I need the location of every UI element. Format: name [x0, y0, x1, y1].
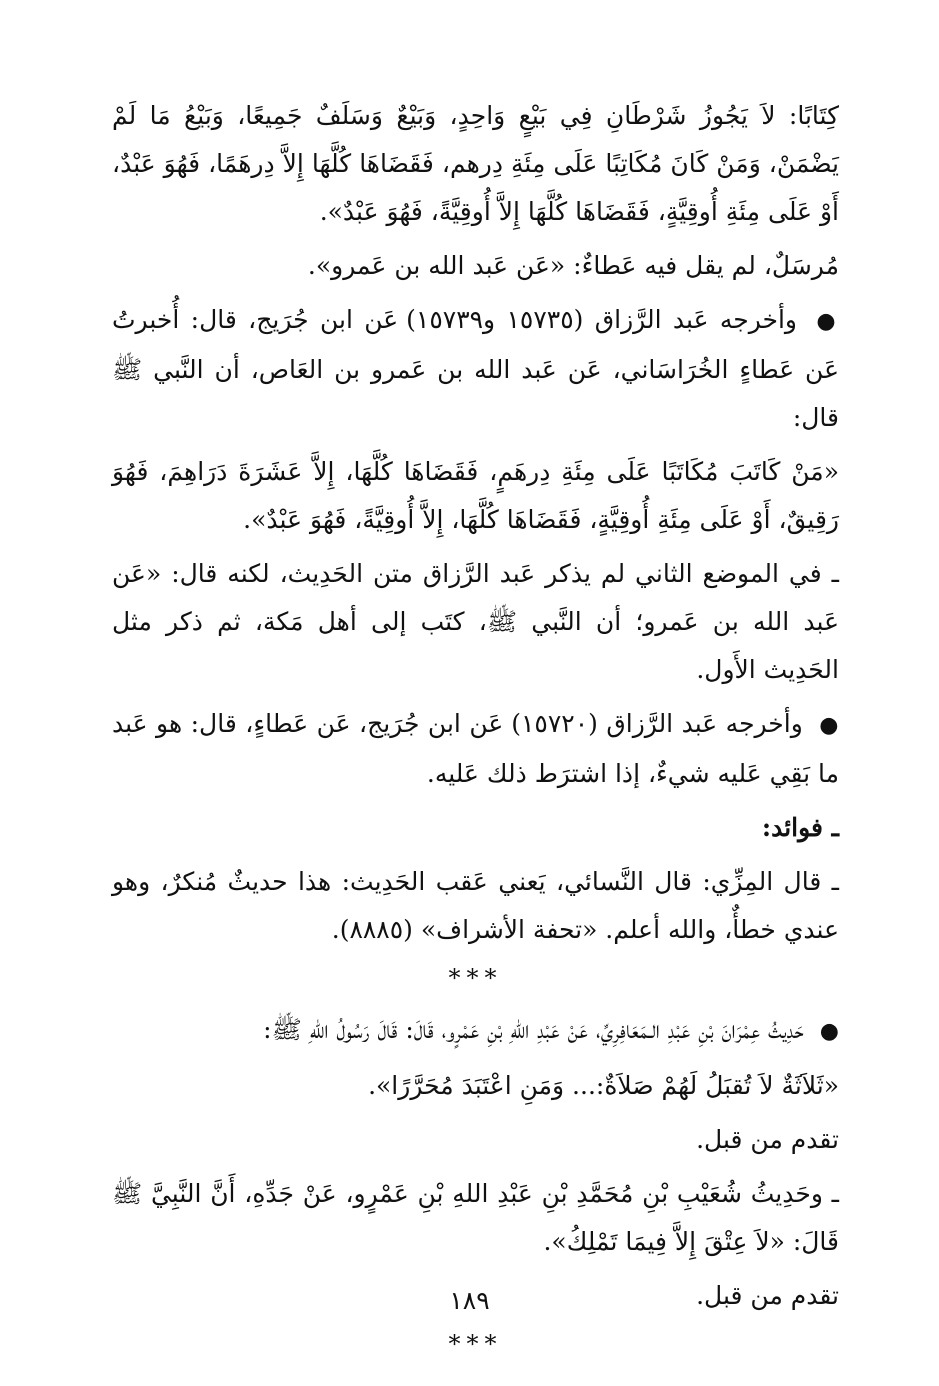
bullet-icon: ● [819, 1019, 839, 1044]
page-content [112, 92, 839, 1362]
note-mursal: مُرسَلٌ، لم يقل فيه عَطاءٌ: «عَن عَبد الله بن عَمرو». [307, 251, 839, 280]
paragraph-text: حَدِيثُ عِمْرَانَ بْنِ عَبْدِ الـمَعَافِرِيِّ، عَنْ عَبْدِ اللهِ بْنِ عَمْرٍو، قَالَ: قَالَ رَسُولُ اللهِ ﷺ: [263, 1015, 804, 1044]
note-second-position: ـ في الموضع الثاني لم يذكر عَبد الرَّزاق متن الحَدِيث، لكنه قال: «عَن عَبد الله بن عَمرو؛ أن النَّبي ﷺ، كتَب إلى أهل مَكة، ثم ذكر مثل الحَدِيث الأَول. [112, 559, 839, 684]
bullet-icon: ● [816, 309, 839, 334]
takhrij-abdulrazzaq-1 [112, 296, 839, 442]
takhrij-abdulrazzaq-2 [112, 700, 839, 798]
section-separator: *** [448, 964, 503, 992]
note-mizzi: ـ قال المِزِّي: قال النَّسائي، يَعني عَقب الحَدِيث: هذا حديثٌ مُنكرٌ، وهو عندي خطأٌ، والله أعلم. «تحفة الأشراف» (٨٨٨٥). [112, 867, 839, 944]
previously-mentioned-note: تقدم من قبل. [696, 1125, 839, 1154]
section-separator: *** [448, 1330, 503, 1358]
paragraph-text: وأخرجه عَبد الرَّزاق (١٥٧٣٥ و١٥٧٣٩) عَن ابن جُرَيج، قال: أُخبرتُ عَن عَطاءٍ الخُرَاسَاني، عَن عَبد الله بن عَمرو بن العَاص، أن النَّبي ﷺ قال: [112, 305, 839, 432]
paragraph-text: وأخرجه عَبد الرَّزاق (١٥٧٢٠) عَن ابن جُرَيج، عَن عَطاءٍ، قال: هو عَبد ما بَقِي عَليه شيءٌ، إذا اشترَط ذلك عَليه. [112, 709, 839, 788]
hadith-continuation: كِتَابًا: لاَ يَجُوزُ شَرْطَانِ فِي بَيْعٍ وَاحِدٍ، وَبَيْعٌ وَسَلَفٌ جَمِيعًا، وَبَيْعُ مَا لَمْ يَضْمَنْ، وَمَنْ كَانَ مُكَاتِبًا عَلَى مِئَةِ دِرهم، فَقَضَاهَا كُلَّهَا إِلاَّ دِرهَمًا، فَهُوَ عَبْدٌ، أَوْ عَلَى مِئَةِ أُوقِيَّةٍ، فَقَضَاهَا كُلَّهَا إِلاَّ أُوقِيَّةً، فَهُوَ عَبْدٌ». [112, 101, 839, 226]
fawaid-heading: ـ فوائد: [761, 813, 839, 842]
previously-mentioned-note: تقدم من قبل. [696, 1281, 839, 1310]
hadith-quote: «مَنْ كَاتَبَ مُكَاتَبًا عَلَى مِئَةِ دِرهَمٍ، فَقَضَاهَا كُلَّهَا، إِلاَّ عَشَرَةَ دَرَاهِمَ، فَهُوَ رَقِيقٌ، أَوْ عَلَى مِئَةِ أُوقِيَّةٍ، فَقَضَاهَا كُلَّهَا، إِلاَّ أُوقِيَّةً، فَهُوَ عَبْدٌ». [112, 457, 839, 534]
page-number: ١٨٩ [449, 1286, 490, 1315]
bullet-icon: ● [819, 713, 840, 738]
hadith-imran [112, 1006, 839, 1056]
hadith-shuaib: ـ وحَدِيثُ شُعَيْبِ بْنِ مُحَمَّدِ بْنِ عَبْدِ اللهِ بْنِ عَمْرٍو، عَنْ جَدِّهِ، أَنَّ النَّبِيَّ ﷺ قَالَ: «لاَ عِتْقَ إِلاَّ فِيمَا تَمْلِكُ». [112, 1179, 839, 1256]
hadith-quote-three: «ثَلاَثَةٌ لاَ تُقبَلُ لَهُمْ صَلاَةٌ:... وَمَنِ اعْتَبَدَ مُحَرَّرًا». [368, 1071, 839, 1100]
